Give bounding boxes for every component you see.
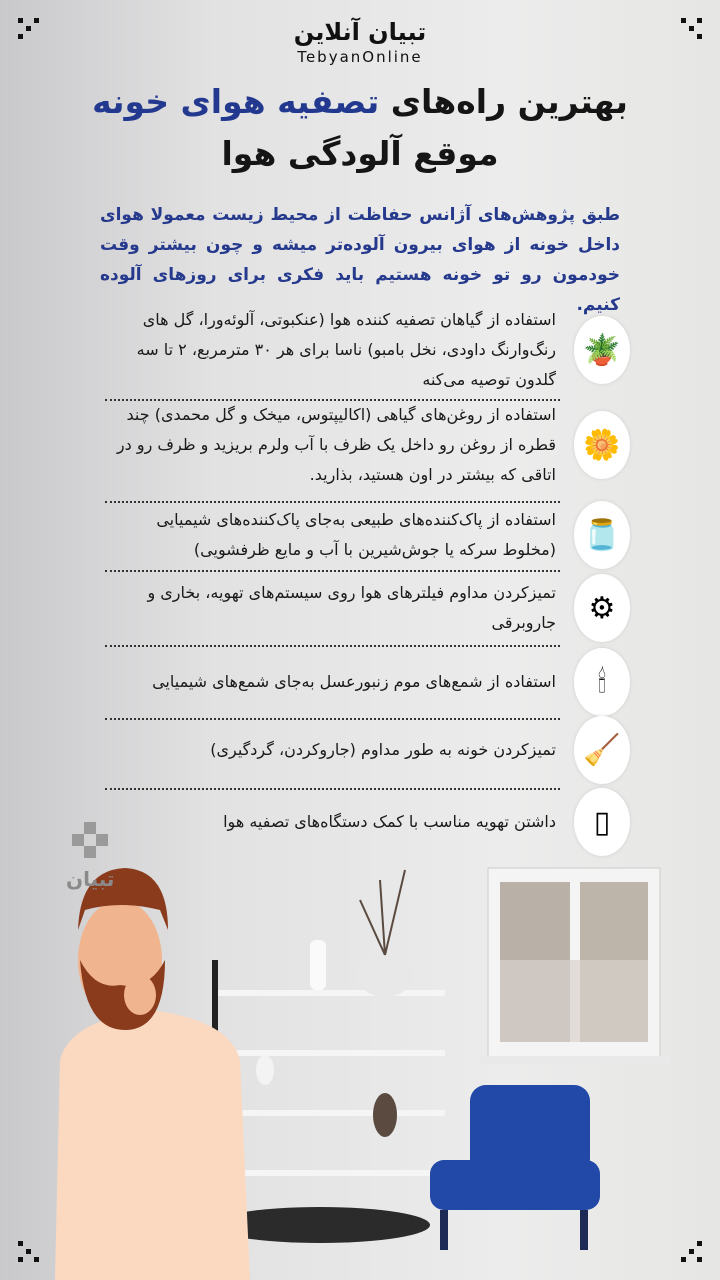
air-purifier-icon: ▯ bbox=[574, 788, 630, 856]
brand-name-fa: تبیان آنلاین bbox=[293, 18, 427, 46]
page-title-line2: موقع آلودگی هوا bbox=[221, 134, 499, 173]
brand-name-en: TebyanOnline bbox=[297, 48, 423, 66]
window bbox=[480, 868, 670, 1064]
tip-text: استفاده از روغن‌های گیاهی (اکالیپتوس، میخک و گل محمدی) چند قطره از روغن رو داخل یک ظرف با آب ولرم بریزید و ظرف رو در اتاقی که بیشتر در اون هستید، بذارید. bbox=[116, 405, 556, 484]
tip-text: استفاده از شمع‌های موم زنبورعسل به‌جای شمع‌های شیمیایی bbox=[152, 672, 556, 691]
dotted-divider bbox=[105, 570, 560, 572]
dotted-divider bbox=[105, 399, 560, 401]
title-part: بهترین راه‌های bbox=[390, 82, 628, 121]
tip-text: داشتن تهویه مناسب با کمک دستگاه‌های تصفیه هوا bbox=[223, 812, 556, 831]
title-highlight: تصفیه هوای خونه bbox=[92, 82, 380, 121]
dotted-divider bbox=[105, 788, 560, 790]
armchair bbox=[430, 1085, 600, 1250]
intro-text: طبق پژوهش‌های آژانس حفاظت از محیط زیست معمولا هوای داخل خونه از هوای بیرون آلوده‌تر میشه و چون بیشتر وقت خودمون رو تو خونه هستیم باید فکری برای روزهای آلوده کنیم. bbox=[100, 205, 620, 315]
tip-text: استفاده از گیاهان تصفیه کننده هوا (عنکبوتی، آلوئه‌ورا، گل های رنگ‌وارنگ داودی، نخل بامبو) ناسا برای هر ۳۰ مترمربع، ۲ تا سه گلدون توصیه می‌کنه bbox=[136, 310, 556, 389]
tip-item bbox=[100, 802, 630, 842]
tip-text: استفاده از پاک‌کننده‌های طبیعی به‌جای پاک‌کننده‌های شیمیایی (مخلوط سرکه یا جوش‌شیرین با آب و مایع ظرفشویی) bbox=[156, 510, 556, 559]
tebyan-logo-icon bbox=[68, 822, 112, 862]
room-illustration bbox=[0, 840, 720, 1280]
tip-item bbox=[100, 300, 630, 400]
dotted-divider bbox=[105, 501, 560, 503]
vinegar-bottle-icon: 🫙 bbox=[574, 501, 630, 569]
candle-icon: 🕯 bbox=[574, 648, 630, 716]
shelf bbox=[212, 960, 445, 1220]
tip-text: تمیزکردن خونه به طور مداوم (جاروکردن، گردگیری) bbox=[210, 740, 556, 759]
plant-icon: 🪴 bbox=[574, 316, 630, 384]
tip-item bbox=[100, 662, 630, 702]
coughing-man bbox=[55, 868, 250, 1280]
brand-logo bbox=[0, 18, 720, 66]
vacuum-cleaner-icon: 🧹 bbox=[574, 716, 630, 784]
vases bbox=[256, 870, 413, 1137]
watermark-text: تبیان bbox=[66, 867, 115, 891]
tip-item bbox=[100, 500, 630, 570]
page-title-line1 bbox=[0, 82, 720, 121]
air-filter-icon: ⚙ bbox=[574, 574, 630, 642]
essential-oil-icon: 🌼 bbox=[574, 411, 630, 479]
watermark-logo bbox=[66, 822, 114, 891]
dotted-divider bbox=[105, 718, 560, 720]
tip-item bbox=[100, 573, 630, 643]
tip-text: تمیزکردن مداوم فیلترهای هوا روی سیستم‌های تهویه، بخاری و جاروبرقی bbox=[147, 583, 556, 632]
tip-item bbox=[100, 395, 630, 495]
tip-item bbox=[100, 730, 630, 770]
dotted-divider bbox=[105, 645, 560, 647]
